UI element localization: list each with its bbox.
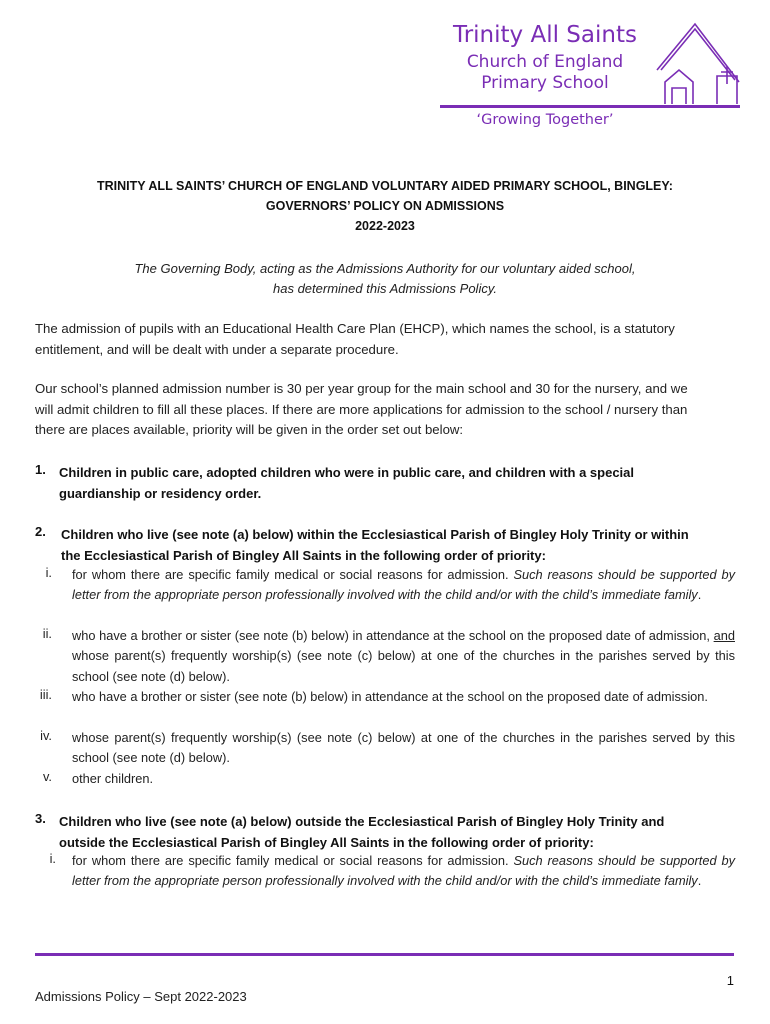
document-year: 2022-2023: [355, 219, 415, 233]
pan-line2: will admit children to fill all these places. If there are more applications for admission to the school / nursery than: [35, 401, 688, 417]
criterion-2-sub-ii: [72, 626, 735, 687]
criterion-2-sub-i: [72, 565, 735, 606]
sub-i-text: for whom there are specific family medical or social reasons for admission.: [72, 567, 509, 582]
pan-line1: Our school’s planned admission number is 30 per year group for the main school and 30 for the nursery, and we: [35, 381, 688, 396]
school-subtitle-line1: Church of England: [466, 52, 624, 72]
criterion-2-line2: the Ecclesiastical Parish of Bingley All Saints in the following order of priority:: [61, 548, 546, 563]
sub-i-text: for whom there are specific family medical or social reasons for admission.: [72, 853, 509, 868]
page-number: 1: [726, 973, 734, 988]
footer-text: Admissions Policy – Sept 2022-2023: [35, 989, 247, 1004]
sub-ii-underlined: and: [713, 628, 735, 643]
criterion-2: [61, 524, 737, 566]
sub-ii-text-b: whose parent(s) frequently worship(s) (see note (c) below) at one of the churches in the parishes served by this school (see note (d) below).: [72, 648, 735, 684]
criterion-3: [59, 811, 735, 853]
sub-numeral: iii.: [39, 687, 52, 702]
document-title-line2: GOVERNORS’ POLICY ON ADMISSIONS: [265, 199, 505, 213]
header-divider: [440, 105, 740, 108]
ehcp-paragraph: [35, 319, 735, 360]
sub-numeral: i.: [49, 851, 56, 866]
criterion-1-number: 1.: [35, 462, 46, 477]
sub-numeral: v.: [42, 769, 52, 784]
sub-numeral: ii.: [42, 626, 52, 641]
criterion-2-sublist: [0, 565, 770, 805]
ehcp-line2: entitlement, and will be dealt with under a separate procedure.: [35, 341, 399, 357]
school-subtitle-line2: Primary School: [481, 73, 609, 93]
sub-numeral: iv.: [40, 728, 52, 743]
intro-line1: The Governing Body, acting as the Admissions Authority for our voluntary aided school,: [134, 261, 636, 276]
criterion-3-sub-i: [72, 851, 735, 892]
criterion-2-number: 2.: [35, 524, 46, 539]
school-name: Trinity All Saints: [453, 22, 637, 48]
pan-line3: there are places available, priority will be given in the order set out below:: [35, 422, 464, 437]
criterion-2-sub-v: other children.: [72, 771, 154, 786]
school-motto: ‘Growing Together’: [476, 112, 614, 128]
footer-divider: [35, 953, 734, 956]
criterion-3-line2: outside the Ecclesiastical Parish of Bingley All Saints in the following order of priority:: [59, 835, 594, 850]
sub-i-italic: Such reasons should be supported by letter from the appropriate person professionally involved with the child and/or with the child’s immediate family: [72, 567, 735, 603]
sub-i-italic: Such reasons should be supported by letter from the appropriate person professionally involved with the child and/or with the child’s immediate family: [72, 853, 735, 889]
criterion-2-line1: Children who live (see note (a) below) within the Ecclesiastical Parish of Bingley Holy Trinity or within: [61, 527, 689, 542]
criterion-1-line1: Children in public care, adopted children who were in public care, and children with a special: [59, 465, 635, 480]
criterion-3-sublist: [0, 851, 770, 921]
ehcp-line1: The admission of pupils with an Educational Health Care Plan (EHCP), which names the school, is a statutory: [35, 321, 675, 336]
criterion-2-sub-iv: whose parent(s) frequently worship(s) (see note (c) below) at one of the churches in the parishes served by this school (see note (d) below).: [72, 730, 735, 766]
sub-numeral: i.: [45, 565, 52, 580]
criterion-3-number: 3.: [35, 811, 46, 826]
criterion-2-sub-iii: who have a brother or sister (see note (b) below) in attendance at the school on the proposed date of admission.: [72, 689, 708, 704]
criterion-1-line2: guardianship or residency order.: [59, 486, 262, 501]
admission-number-paragraph: [35, 379, 735, 441]
intro-line2: has determined this Admissions Policy.: [273, 281, 497, 296]
sub-i-end: .: [697, 873, 702, 889]
document-title-line1: TRINITY ALL SAINTS’ CHURCH OF ENGLAND VOLUNTARY AIDED PRIMARY SCHOOL, BINGLEY:: [97, 179, 673, 193]
criterion-3-line1: Children who live (see note (a) below) outside the Ecclesiastical Parish of Bingley Holy Trinity and: [59, 814, 665, 829]
sub-ii-text-a: who have a brother or sister (see note (b) below) in attendance at the school on the proposed date of admission,: [72, 628, 710, 643]
church-logo-icon: [655, 20, 745, 106]
criterion-1: [59, 462, 735, 504]
sub-i-end: .: [697, 587, 702, 603]
